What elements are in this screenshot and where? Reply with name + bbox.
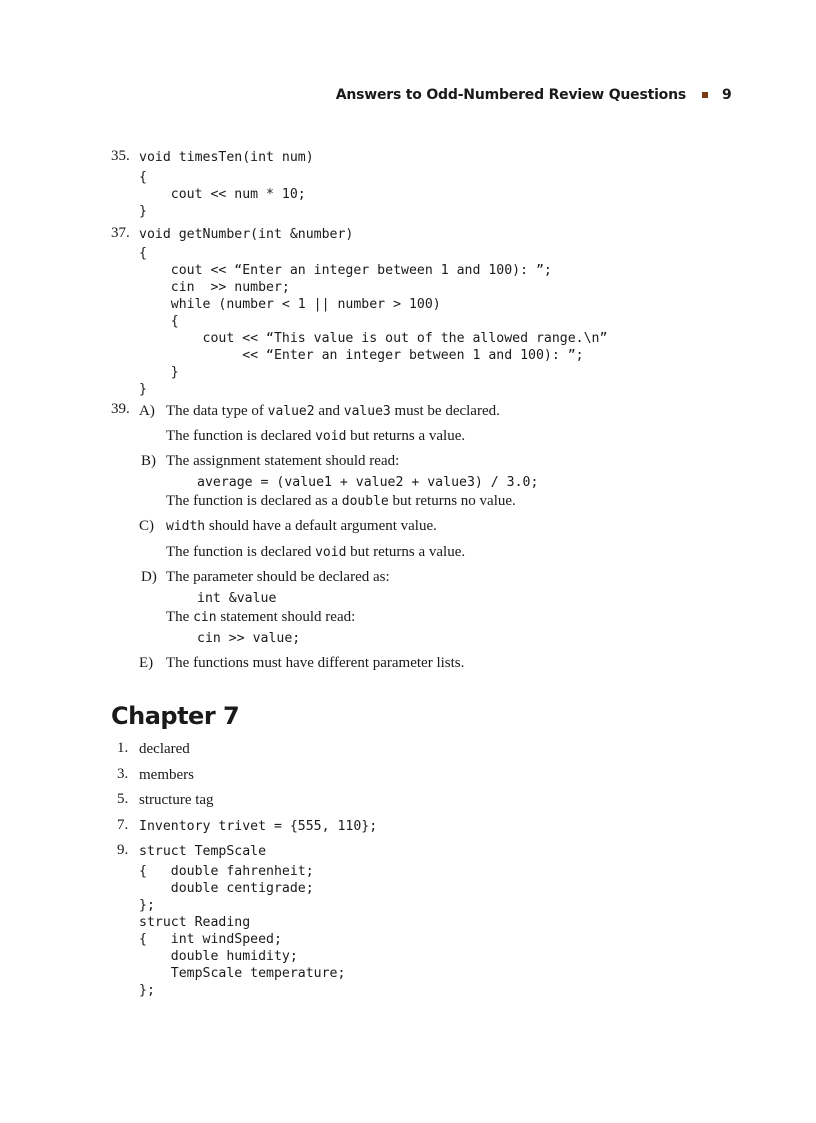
code-line: { double fahrenheit;	[139, 864, 314, 879]
answer-line: The functions must have different parameter lists.	[166, 655, 465, 671]
code-line: { int windSpeed;	[139, 932, 282, 947]
code-line: void getNumber(int &number)	[139, 227, 354, 242]
page-number: 9	[722, 87, 732, 103]
code-line: void timesTen(int num)	[139, 150, 314, 165]
code-line: cout << “Enter an integer between 1 and 100): ”;	[139, 263, 552, 278]
code-line: cin >> value;	[197, 631, 301, 646]
code-line: }	[139, 204, 147, 219]
list-number: 3.	[117, 766, 129, 782]
code-line: }	[139, 382, 147, 397]
running-head-title: Answers to Odd-Numbered Review Questions	[335, 87, 686, 103]
answer-label: A)	[139, 403, 155, 419]
code-line: int &value	[197, 591, 277, 606]
answer-line: The function is declared void but returns a value.	[166, 544, 466, 560]
list-number: 5.	[117, 791, 129, 807]
code-line: {	[139, 314, 179, 329]
list-number: 1.	[117, 740, 129, 756]
code-line: struct Reading	[139, 915, 251, 930]
question-number: 35.	[111, 148, 130, 164]
question-number: 37.	[111, 225, 130, 241]
list-number: 7.	[117, 817, 129, 833]
answer-label: E)	[139, 655, 154, 671]
code-line: TempScale temperature;	[139, 966, 346, 981]
answer-line: The function is declared void but returns a value.	[166, 428, 466, 444]
question-number: 39.	[111, 401, 130, 417]
answer-label: C)	[139, 518, 154, 534]
list-number: 9.	[117, 842, 129, 858]
answer-label: B)	[141, 453, 156, 469]
square-bullet-icon	[702, 92, 708, 98]
answer-label: D)	[141, 569, 157, 585]
chapter-heading: Chapter 7	[111, 702, 240, 730]
answer-line: The cin statement should read:	[166, 609, 356, 625]
code-line: double humidity;	[139, 949, 298, 964]
code-line: << “Enter an integer between 1 and 100): ”;	[139, 348, 584, 363]
list-item: declared	[139, 741, 190, 757]
list-item: structure tag	[139, 792, 214, 808]
code-line: struct TempScale	[139, 844, 267, 859]
code-line: {	[139, 246, 147, 261]
code-line: }	[139, 365, 179, 380]
code-line: average = (value1 + value2 + value3) / 3.0;	[197, 475, 539, 490]
code-line: };	[139, 983, 155, 998]
list-item: members	[139, 767, 194, 783]
code-line: {	[139, 170, 147, 185]
answer-line: The data type of value2 and value3 must be declared.	[166, 403, 500, 419]
code-line: cout << “This value is out of the allowed range.\n”	[139, 331, 608, 346]
answer-line: The assignment statement should read:	[166, 453, 400, 469]
code-line: cout << num * 10;	[139, 187, 306, 202]
code-line: while (number < 1 || number > 100)	[139, 297, 441, 312]
code-line: };	[139, 898, 155, 913]
code-line: cin >> number;	[139, 280, 290, 295]
answer-line: The parameter should be declared as:	[166, 569, 390, 585]
answer-line: width should have a default argument value.	[166, 518, 437, 534]
code-line: double centigrade;	[139, 881, 314, 896]
answer-line: The function is declared as a double but returns no value.	[166, 493, 516, 509]
code-line: Inventory trivet = {555, 110};	[139, 819, 378, 834]
